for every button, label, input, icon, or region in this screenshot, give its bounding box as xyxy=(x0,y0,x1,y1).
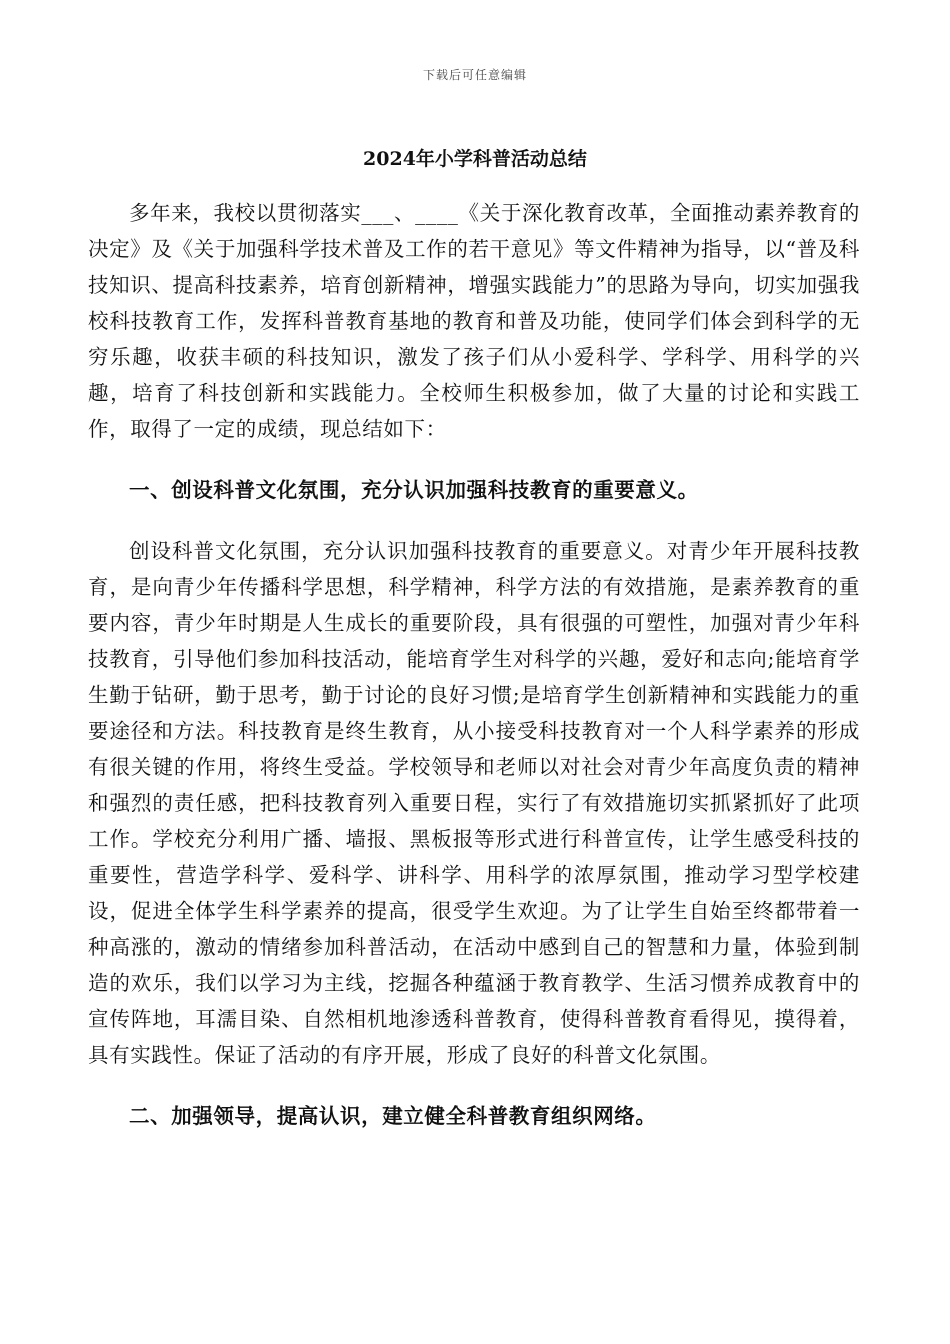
section-2-heading: 二、加强领导，提高认识，建立健全科普教育组织网络。 xyxy=(129,1104,657,1128)
document-title: 2024年小学科普活动总结 xyxy=(363,148,587,170)
document-body xyxy=(88,195,860,1134)
intro-paragraph: 多年来，我校以贯彻落实___、____《关于深化教育改革，全面推动素养教育的决定》及《关于加强科学技术普及工作的若干意见》等文件精神为指导，以“普及科技知识、提高科技素养，培育创新精神，增强实践能力”的思路为导向，切实加强我校科技教育工作，发挥科普教育基地的教育和普及功能，使同学们体会到科学的无穷乐趣，收获丰硕的科技知识，激发了孩子们从小爱科学、学科学、用科学的兴趣，培育了科技创新和实践能力。全校师生积极参加，做了大量的讨论和实践工作，取得了一定的成绩，现总结如下： xyxy=(88,201,860,441)
section-1-paragraph: 创设科普文化氛围，充分认识加强科技教育的重要意义。对青少年开展科技教育，是向青少年传播科学思想，科学精神，科学方法的有效措施，是素养教育的重要内容，青少年时期是人生成长的重要阶段，具有很强的可塑性，加强对青少年科技教育，引导他们参加科技活动，能培育学生对科学的兴趣，爱好和志向;能培育学生勤于钻研，勤于思考，勤于讨论的良好习惯;是培育学生创新精神和实践能力的重要途径和方法。科技教育是终生教育，从小接受科技教育对一个人科学素养的形成有很关键的作用，将终生受益。学校领导和老师以对社会对青少年高度负责的精神和强烈的责任感，把科技教育列入重要日程，实行了有效措施切实抓紧抓好了此项工作。学校充分利用广播、墙报、黑板报等形式进行科普宣传，让学生感受科技的重要性，营造学科学、爱科学、讲科学、用科学的浓厚氛围，推动学习型学校建设，促进全体学生科学素养的提高，很受学生欢迎。为了让学生自始至终都带着一种高涨的，激动的情绪参加科普活动，在活动中感到自己的智慧和力量，体验到制造的欢乐，我们以学习为主线，挖掘各种蕴涵于教育教学、生活习惯养成教育中的宣传阵地，耳濡目染、自然相机地渗透科普教育，使得科普教育看得见，摸得着，具有实践性。保证了活动的有序开展，形成了良好的科普文化氛围。 xyxy=(88,539,860,1067)
section-1-heading: 一、创设科普文化氛围，充分认识加强科技教育的重要意义。 xyxy=(129,478,699,502)
page-header-note: 下载后可任意编辑 xyxy=(422,68,527,82)
